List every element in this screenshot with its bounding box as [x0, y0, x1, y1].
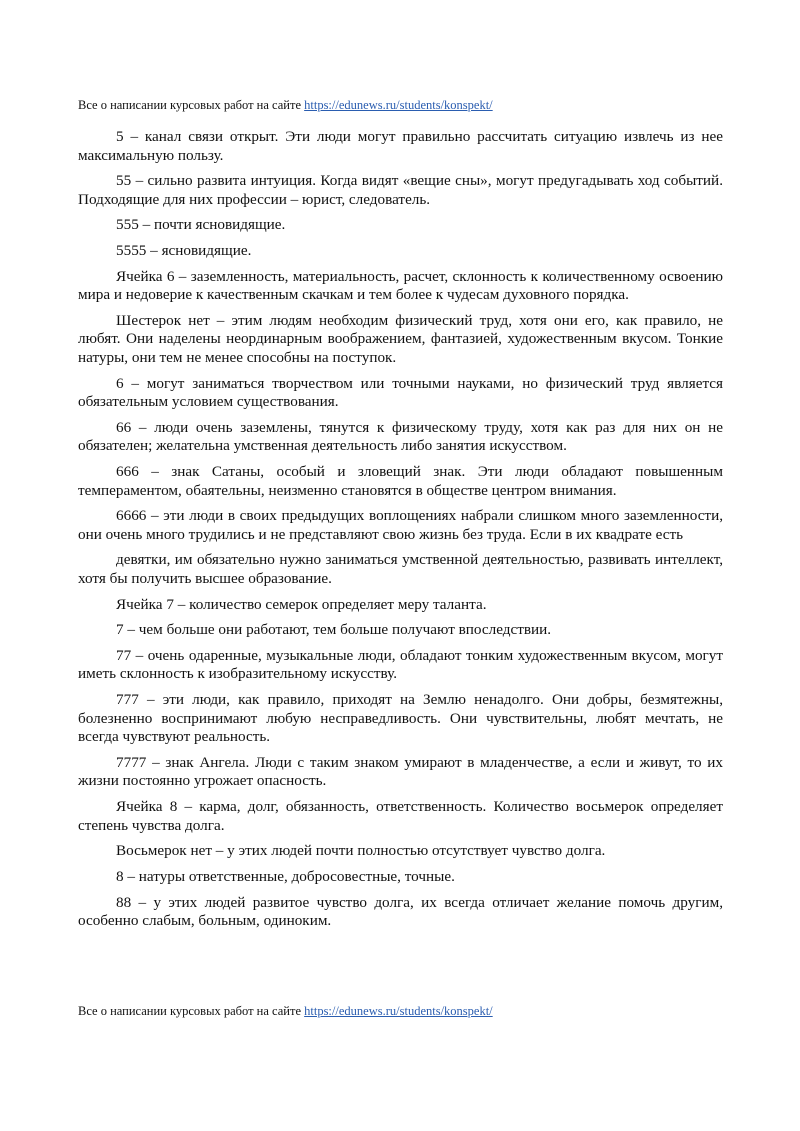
- paragraph: 777 – эти люди, как правило, приходят на Землю ненадолго. Они добры, безмятежны, болезненно воспринимают любую несправедливость. Они чувствительны, любят мечтать, не всегда чувствуют реальность.: [78, 691, 723, 746]
- paragraph: 666 – знак Сатаны, особый и зловещий знак. Эти люди обладают повышенным темпераментом, обаятельны, неизменно становятся в обществе центром внимания.: [78, 463, 723, 499]
- paragraph: 7 – чем больше они работают, тем больше получают впоследствии.: [116, 621, 552, 639]
- paragraph: 5555 – ясновидящие.: [116, 242, 252, 260]
- footer-link[interactable]: https://edunews.ru/students/konspekt/: [304, 1004, 493, 1018]
- paragraph: Ячейка 6 – заземленность, материальность, расчет, склонность к количественному освоению мира и недоверие к качественным скачкам и тем более к чудесам духовного порядка.: [78, 267, 723, 304]
- paragraph: 8 – натуры ответственные, добросовестные, точные.: [116, 867, 455, 885]
- paragraph: 6666 – эти люди в своих предыдущих воплощениях набрали слишком много заземленности, они очень много трудились и не представляют свою жизнь без труда. Если в их квадрате есть: [78, 507, 723, 543]
- footer-text: Все о написании курсовых работ на сайте: [78, 1004, 305, 1018]
- header-text: Все о написании курсовых работ на сайте: [78, 98, 305, 112]
- paragraph: Шестерок нет – этим людям необходим физический труд, хотя они его, как правило, не любят. Они наделены неординарным воображением, фантазией, художественным вкусом. Тонкие натуры, они тем не менее способны на поступок.: [78, 311, 723, 366]
- paragraph: 77 – очень одаренные, музыкальные люди, обладают тонким художественным вкусом, могут иметь склонность к изобразительному искусству.: [78, 646, 723, 683]
- paragraph: девятки, им обязательно нужно заниматься умственной деятельностью, развивать интеллект, хотя бы получить высшее образование.: [78, 551, 723, 587]
- paragraph: 88 – у этих людей развитое чувство долга, их всегда отличает желание помочь другим, особенно слабым, больным, одиноким.: [78, 893, 723, 930]
- paragraph: 6 – могут заниматься творчеством или точными науками, но физический труд является обязательным условием существования.: [78, 374, 723, 411]
- paragraph: Ячейка 7 – количество семерок определяет меру таланта.: [116, 595, 487, 613]
- page-header: [78, 97, 493, 113]
- paragraph: Ячейка 8 – карма, долг, обязанность, ответственность. Количество восьмерок определяет степень чувства долга.: [78, 798, 723, 834]
- paragraph: 555 – почти ясновидящие.: [116, 216, 286, 234]
- page-footer: [78, 1003, 493, 1019]
- paragraph: 5 – канал связи открыт. Эти люди могут правильно рассчитать ситуацию извлечь из нее максимальную пользу.: [78, 128, 723, 164]
- paragraph: 66 – люди очень заземлены, тянутся к физическому труду, хотя как раз для них он не обязателен; желательна умственная деятельность либо занятия искусством.: [78, 418, 723, 455]
- paragraph: 55 – сильно развита интуиция. Когда видят «вещие сны», могут предугадывать ход событий. Подходящие для них профессии – юрист, следователь.: [78, 172, 723, 208]
- paragraph: Восьмерок нет – у этих людей почти полностью отсутствует чувство долга.: [116, 842, 606, 860]
- header-link[interactable]: https://edunews.ru/students/konspekt/: [304, 98, 493, 112]
- paragraph: 7777 – знак Ангела. Люди с таким знаком умирают в младенчестве, а если и живут, то их жизни постоянно угрожает опасность.: [78, 753, 723, 790]
- document-body: [78, 128, 723, 938]
